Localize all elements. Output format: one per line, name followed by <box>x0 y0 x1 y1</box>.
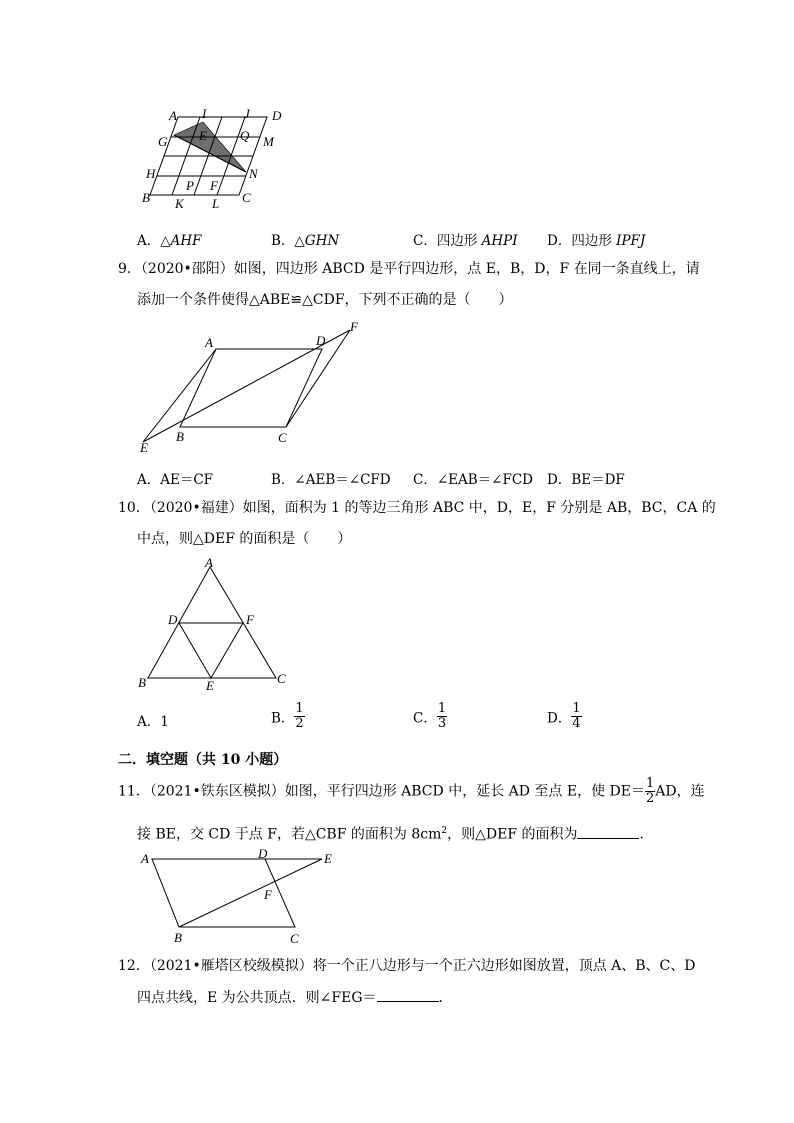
q9-figure <box>130 318 370 458</box>
label-F: F <box>350 319 358 334</box>
fraction-numerator: 1 <box>572 701 581 716</box>
label-E: E <box>140 440 148 455</box>
q8-option-a[interactable] <box>137 229 202 249</box>
fraction-denominator: 2 <box>295 716 304 731</box>
label-P: P <box>186 178 194 193</box>
q11-figure <box>136 846 346 946</box>
label-F: F <box>264 887 272 902</box>
label-A: A <box>169 108 177 123</box>
shaded-triangle <box>174 122 246 172</box>
q9-line-2: 添加一个条件使得△ABE≌△CDF，下列不正确的是（ ） <box>137 292 513 308</box>
label-G: G <box>158 134 168 149</box>
label-A: A <box>141 851 149 866</box>
option-prefix: B．△ <box>271 233 305 249</box>
q9-option-d[interactable]: D．BE＝DF <box>547 472 625 488</box>
q12-line-1: 12．（2021•雁塔区校级模拟）将一个正八边形与一个正六边形如图放置，顶点 A、B、C、D <box>118 958 696 974</box>
q11-text-b: AD，连 <box>655 783 705 800</box>
option-prefix: B． <box>271 710 295 727</box>
answer-blank[interactable] <box>577 824 639 839</box>
q10-figure <box>132 554 292 694</box>
label-B: B <box>176 429 184 444</box>
fraction-denominator: 4 <box>572 716 581 731</box>
parallelogram-abcd <box>180 349 322 427</box>
label-D: D <box>316 333 326 348</box>
label-D: D <box>258 846 268 861</box>
q11-text-c: 接 BE，交 CD 于点 F，若△CBF 的面积为 8cm <box>137 826 442 843</box>
superscript: 2 <box>441 826 448 836</box>
fraction-half <box>645 777 655 806</box>
answer-blank[interactable] <box>377 987 439 1002</box>
q9-option-a[interactable]: A．AE＝CF <box>137 472 214 488</box>
option-prefix: C．四边形 <box>413 233 482 249</box>
q9-line-1: 9．（2020•邵阳）如图，四边形 ABCD 是平行四边形，点 E，B，D，F 在同一条直线上，请 <box>118 261 700 277</box>
label-B: B <box>174 930 182 945</box>
label-N: N <box>249 166 258 181</box>
q8-figure <box>130 100 300 215</box>
label-F: F <box>210 178 218 193</box>
section-heading: 二．填空题（共 10 小题） <box>118 752 288 768</box>
line-be <box>179 859 322 927</box>
label-M: M <box>263 134 274 149</box>
label-L: L <box>212 196 220 211</box>
q10-option-d[interactable] <box>547 702 582 731</box>
fraction-denominator: 3 <box>437 716 447 731</box>
label-Q: Q <box>240 128 250 143</box>
option-prefix: C． <box>413 710 437 727</box>
label-B: B <box>142 190 150 205</box>
label-E: E <box>199 128 207 143</box>
label-E: E <box>324 851 332 866</box>
q12-line-2 <box>137 987 453 1008</box>
option-prefix: D． <box>547 710 572 727</box>
label-A: A <box>205 555 213 570</box>
option-prefix: D．四边形 <box>547 233 617 249</box>
triangle-def <box>179 623 243 678</box>
label-B: B <box>138 675 146 690</box>
q8-option-b[interactable] <box>271 229 339 249</box>
option-value: IPFJ <box>616 233 646 249</box>
q10-line-2: 中点，则△DEF 的面积是（ ） <box>137 531 352 547</box>
label-D: D <box>168 612 178 627</box>
label-C: C <box>277 671 286 686</box>
q11-line-2 <box>137 821 653 845</box>
label-E: E <box>206 678 214 693</box>
fraction-denominator: 2 <box>646 791 655 806</box>
q8-option-d[interactable] <box>547 229 645 249</box>
q10-option-c[interactable] <box>413 702 447 731</box>
fraction <box>437 702 447 731</box>
q11-text-end: ． <box>639 826 654 843</box>
q10-line-1: 10．（2020•福建）如图，面积为 1 的等边三角形 ABC 中，D，E，F 分别是 AB，BC，CA 的 <box>118 500 716 516</box>
fraction <box>571 702 581 731</box>
q11-text-a: 11．（2021•铁东区模拟）如图，平行四边形 ABCD 中，延长 AD 至点 E，使 DE＝ <box>118 783 645 800</box>
fraction-numerator: 1 <box>295 701 304 716</box>
label-D: D <box>272 108 282 123</box>
label-J: J <box>244 106 250 121</box>
fraction-numerator: 1 <box>646 776 655 791</box>
q8-option-c[interactable] <box>413 229 518 249</box>
parallelogram-abcd <box>152 859 295 927</box>
q9-option-b[interactable]: B．∠AEB＝∠CFD <box>271 472 391 488</box>
label-I: I <box>202 106 207 121</box>
label-C: C <box>290 931 299 946</box>
q11-line-1 <box>118 777 705 806</box>
q11-text-d: ，则△DEF 的面积为 <box>447 826 578 843</box>
label-C: C <box>242 190 251 205</box>
label-K: K <box>175 196 184 211</box>
q12-text-end: ． <box>438 990 453 1006</box>
option-value: AHF <box>170 233 202 249</box>
option-value: AHPI <box>481 233 518 249</box>
q9-option-c[interactable]: C．∠EAB＝∠FCD <box>413 472 533 488</box>
label-H: H <box>146 166 156 181</box>
option-value: GHN <box>304 233 340 249</box>
label-C: C <box>278 430 287 445</box>
q10-option-b[interactable] <box>271 702 305 731</box>
q12-text-a: 四点共线，E 为公共顶点．则∠FEG＝ <box>137 990 377 1006</box>
q10-option-a[interactable]: A．1 <box>137 714 169 730</box>
fraction-numerator: 1 <box>437 701 447 716</box>
fraction <box>294 702 304 731</box>
label-F: F <box>246 612 254 627</box>
option-prefix: A．△ <box>137 233 171 249</box>
label-A: A <box>205 335 213 350</box>
